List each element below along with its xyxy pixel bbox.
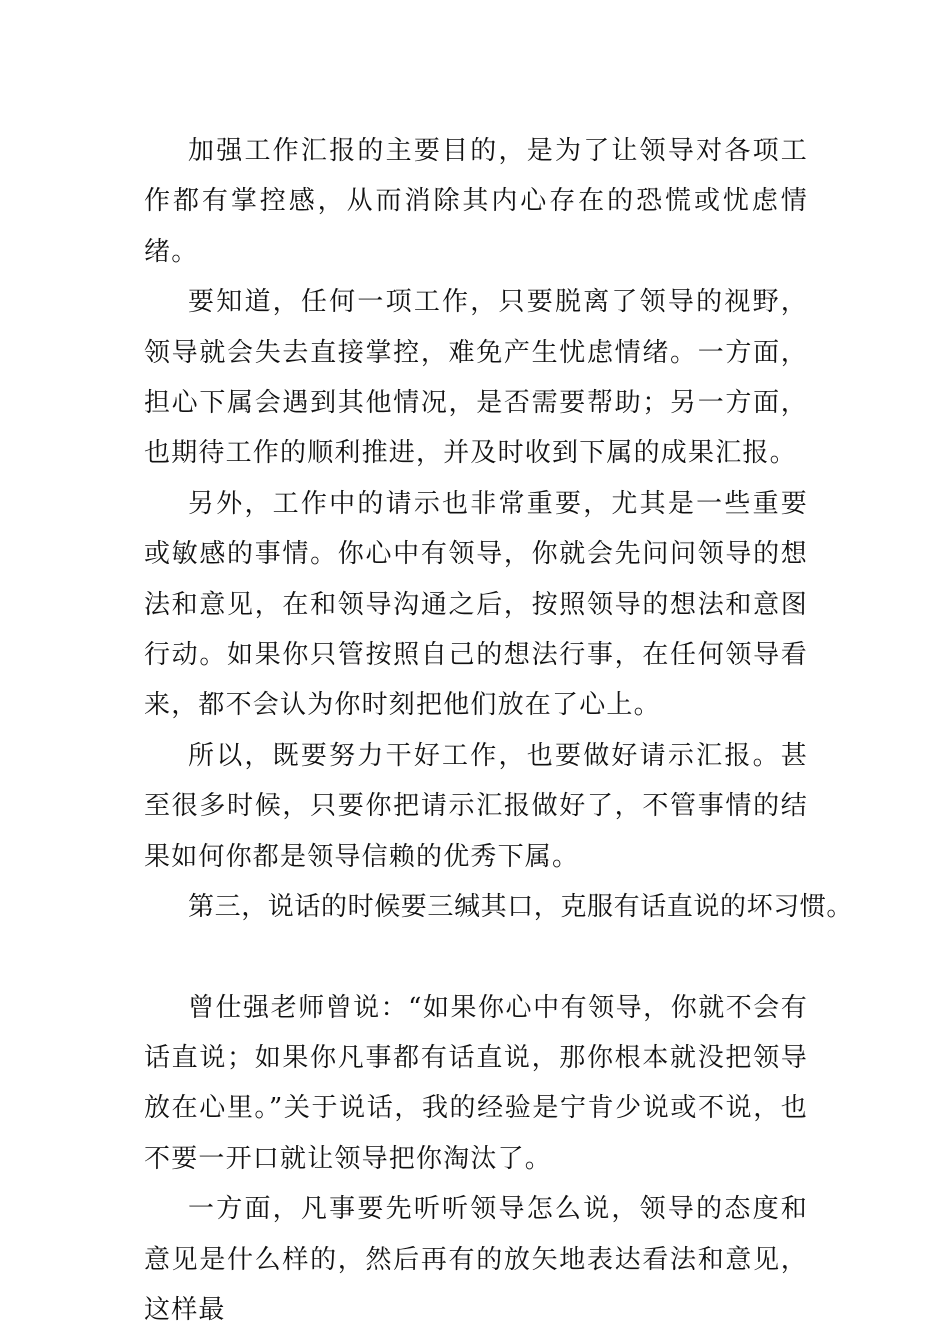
document-body	[144, 126, 854, 1335]
paragraph-work-and-report: 所以，既要努力干好工作，也要做好请示汇报。甚至很多时候，只要你把请示汇报做好了，不管事情的结果如何你都是领导信赖的优秀下属。	[144, 740, 808, 872]
blank-line	[144, 933, 808, 983]
section-heading-third: 第三，说话的时候要三缄其口，克服有话直说的坏习惯。	[188, 892, 854, 923]
paragraph-request-importance: 另外，工作中的请示也非常重要，尤其是一些重要或敏感的事情。你心中有领导，你就会先问问领导的想法和意见，在和领导沟通之后，按照领导的想法和意图行动。如果你只管按照自己的想法行事，在任何领导看来，都不会认为你时刻把他们放在了心上。	[144, 488, 808, 721]
paragraph-leader-control: 要知道，任何一项工作，只要脱离了领导的视野，领导就会失去直接掌控，难免产生忧虑情绪。一方面，担心下属会遇到其他情况，是否需要帮助；另一方面，也期待工作的顺利推进，并及时收到下属的成果汇报。	[144, 287, 808, 469]
paragraph-quote: 曾仕强老师曾说：“如果你心中有领导，你就不会有话直说；如果你凡事都有话直说，那你根本就没把领导放在心里。”关于说话，我的经验是宁肯少说或不说，也不要一开口就让领导把你淘汰了。	[144, 992, 808, 1174]
paragraph-report-purpose: 加强工作汇报的主要目的，是为了让领导对各项工作都有掌控感，从而消除其内心存在的恐慌或忧虑情绪。	[144, 136, 808, 267]
paragraph-listen-first: 一方面，凡事要先听听领导怎么说，领导的态度和意见是什么样的，然后再有的放矢地表达看法和意见，这样最	[144, 1194, 808, 1325]
